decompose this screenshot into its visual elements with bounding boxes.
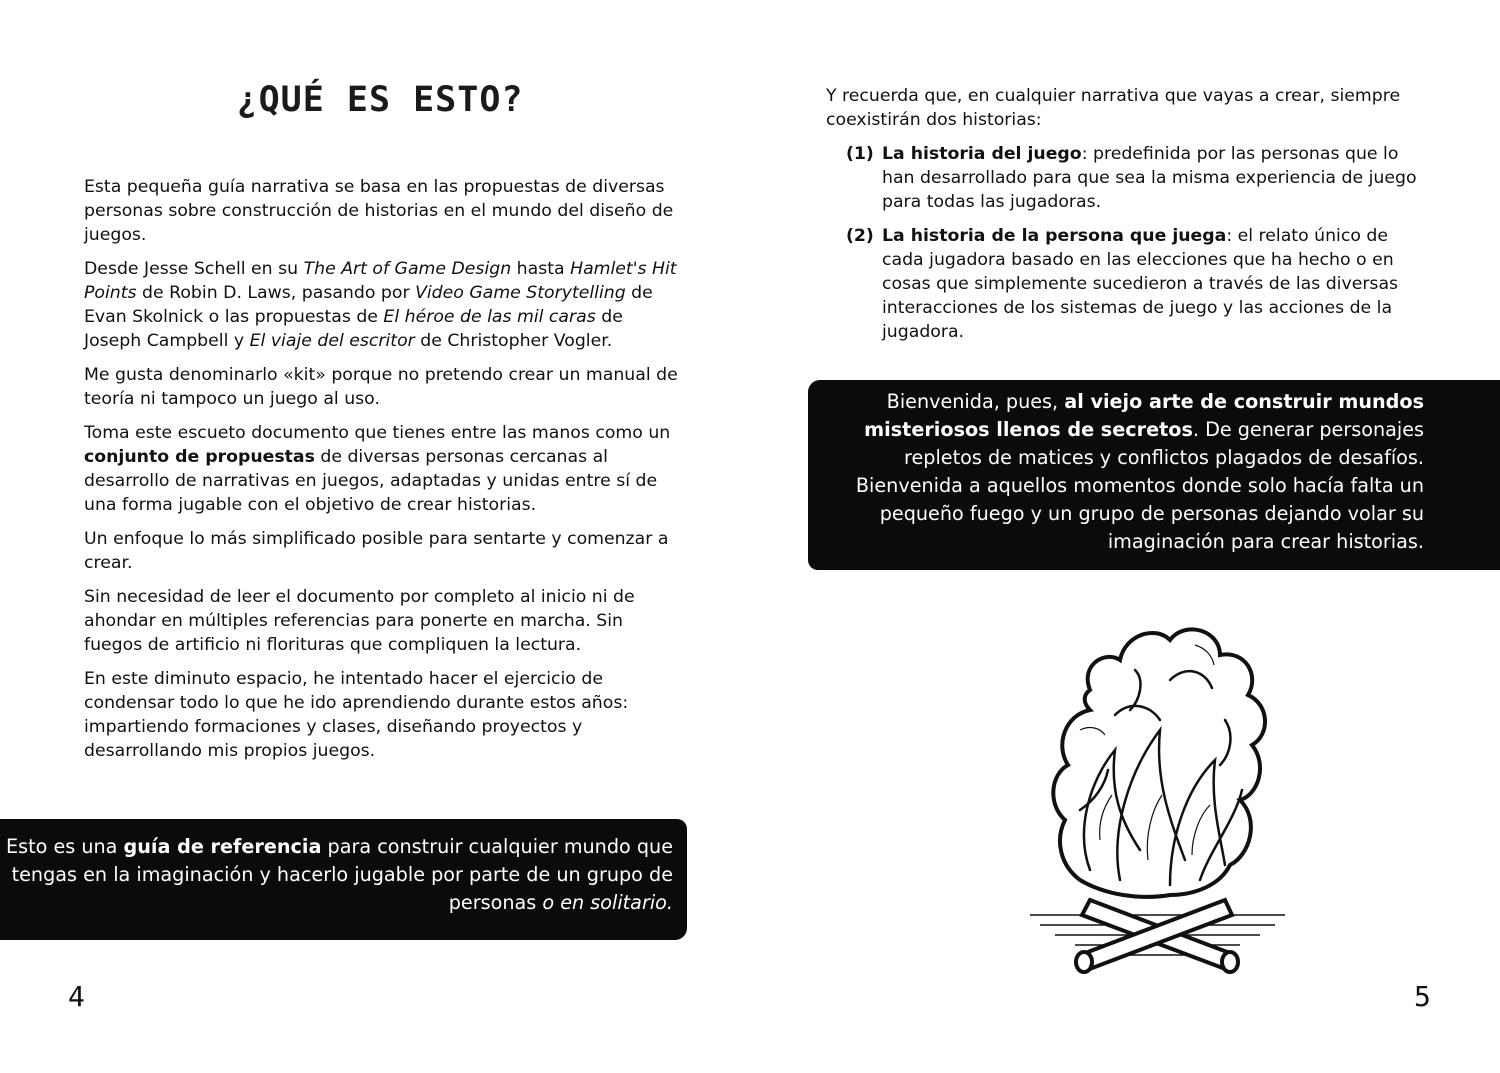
list-item <box>846 224 1426 344</box>
reference-banner <box>0 819 687 940</box>
list-number: (1) <box>846 144 874 164</box>
text-span: de diversas personas cercanas al desarrollo de narrativas en juegos, adaptadas y unidas entre sí de una forma jugable con el objetivo de crear historias. <box>84 447 658 515</box>
book-title: The Art of Game Design <box>303 259 512 279</box>
book-title: Video Game Storytelling <box>415 283 626 303</box>
book-title: El héroe de las mil caras <box>383 307 596 327</box>
bold-phrase: guía de referencia <box>123 835 322 858</box>
bold-phrase: La historia del juego <box>882 144 1082 164</box>
text-span: Desde Jesse Schell en su <box>84 259 304 279</box>
book-title: El viaje del escritor <box>249 331 415 351</box>
text-span: Esto es una <box>5 835 124 858</box>
intro-text: Y recuerda que, en cualquier narrativa que vayas a crear, siempre coexistirán dos historias: <box>826 86 1401 130</box>
paragraph-3: Me gusta denominarlo «kit» porque no pretendo crear un manual de teoría ni tampoco un juego al uso. <box>84 365 678 409</box>
page-title: ¿QUÉ ES ESTO? <box>236 80 524 120</box>
book-title: Hamlet's Hit Points <box>84 259 677 303</box>
bold-phrase: al viejo arte de construir mundos misteriosos llenos de secretos <box>864 390 1424 441</box>
text-span: : predefinida por las personas que lo han desarrollado para que sea la misma experiencia de juego para todas las jugadoras. <box>882 144 1417 212</box>
story-list <box>846 142 1426 354</box>
paragraph-7: En este diminuto espacio, he intentado hacer el ejercicio de condensar todo lo que he ido aprendiendo durante estos años: impartiendo formaciones y clases, diseñando proyectos y desarrollando mis propios juegos. <box>84 669 629 761</box>
italic-phrase: o en solitario. <box>542 891 673 914</box>
paragraph-5: Un enfoque lo más simplificado posible para sentarte y comenzar a crear. <box>84 529 669 573</box>
page-number: 5 <box>1414 980 1431 1013</box>
text-span: para construir cualquier mundo que tengas en la imaginación y hacerlo jugable por parte de un grupo de personas <box>11 835 673 914</box>
paragraph-4 <box>84 421 684 517</box>
text-span: . De generar personajes repletos de matices y conflictos plagados de desafíos. Bienvenida a aquellos momentos donde solo hacía falta un pequeño fuego y un grupo de personas dejando volar su imaginación para crear historias. <box>855 418 1424 553</box>
text-span: hasta <box>511 259 571 279</box>
campfire-icon <box>1020 610 1295 975</box>
list-text <box>882 224 1426 344</box>
text-span: de Robin D. Laws, pasando por <box>136 283 416 303</box>
paragraph-1: Esta pequeña guía narrativa se basa en las propuestas de diversas personas sobre construcción de historias en el mundo del diseño de juegos. <box>84 177 674 245</box>
text-span: Toma este escueto documento que tienes entre las manos como un <box>84 423 671 443</box>
body-text <box>84 175 684 773</box>
text-span: : el relato único de cada jugadora basado en las elecciones que ha hecho o en cosas que simplemente sucedieron a través de las diversas interacciones de los sistemas de juego y las acciones de la jugadora. <box>882 226 1399 342</box>
list-number: (2) <box>846 226 874 246</box>
text-span: de Evan Skolnick o las propuestas de <box>84 283 653 327</box>
bold-phrase: La historia de la persona que juega <box>882 226 1227 246</box>
welcome-banner <box>808 380 1500 570</box>
text-span: de Christopher Vogler. <box>414 331 613 351</box>
page-number: 4 <box>68 980 85 1013</box>
list-item <box>846 142 1426 214</box>
text-span: Bienvenida, pues, <box>886 390 1065 413</box>
paragraph-2 <box>84 257 684 353</box>
text-span: de Joseph Campbell y <box>84 307 623 351</box>
paragraph-6: Sin necesidad de leer el documento por completo al inicio ni de ahondar en múltiples referencias para ponerte en marcha. Sin fuegos de artificio ni florituras que compliquen la lectura. <box>84 587 635 655</box>
bold-phrase: conjunto de propuestas <box>84 447 315 467</box>
list-text <box>882 142 1426 214</box>
